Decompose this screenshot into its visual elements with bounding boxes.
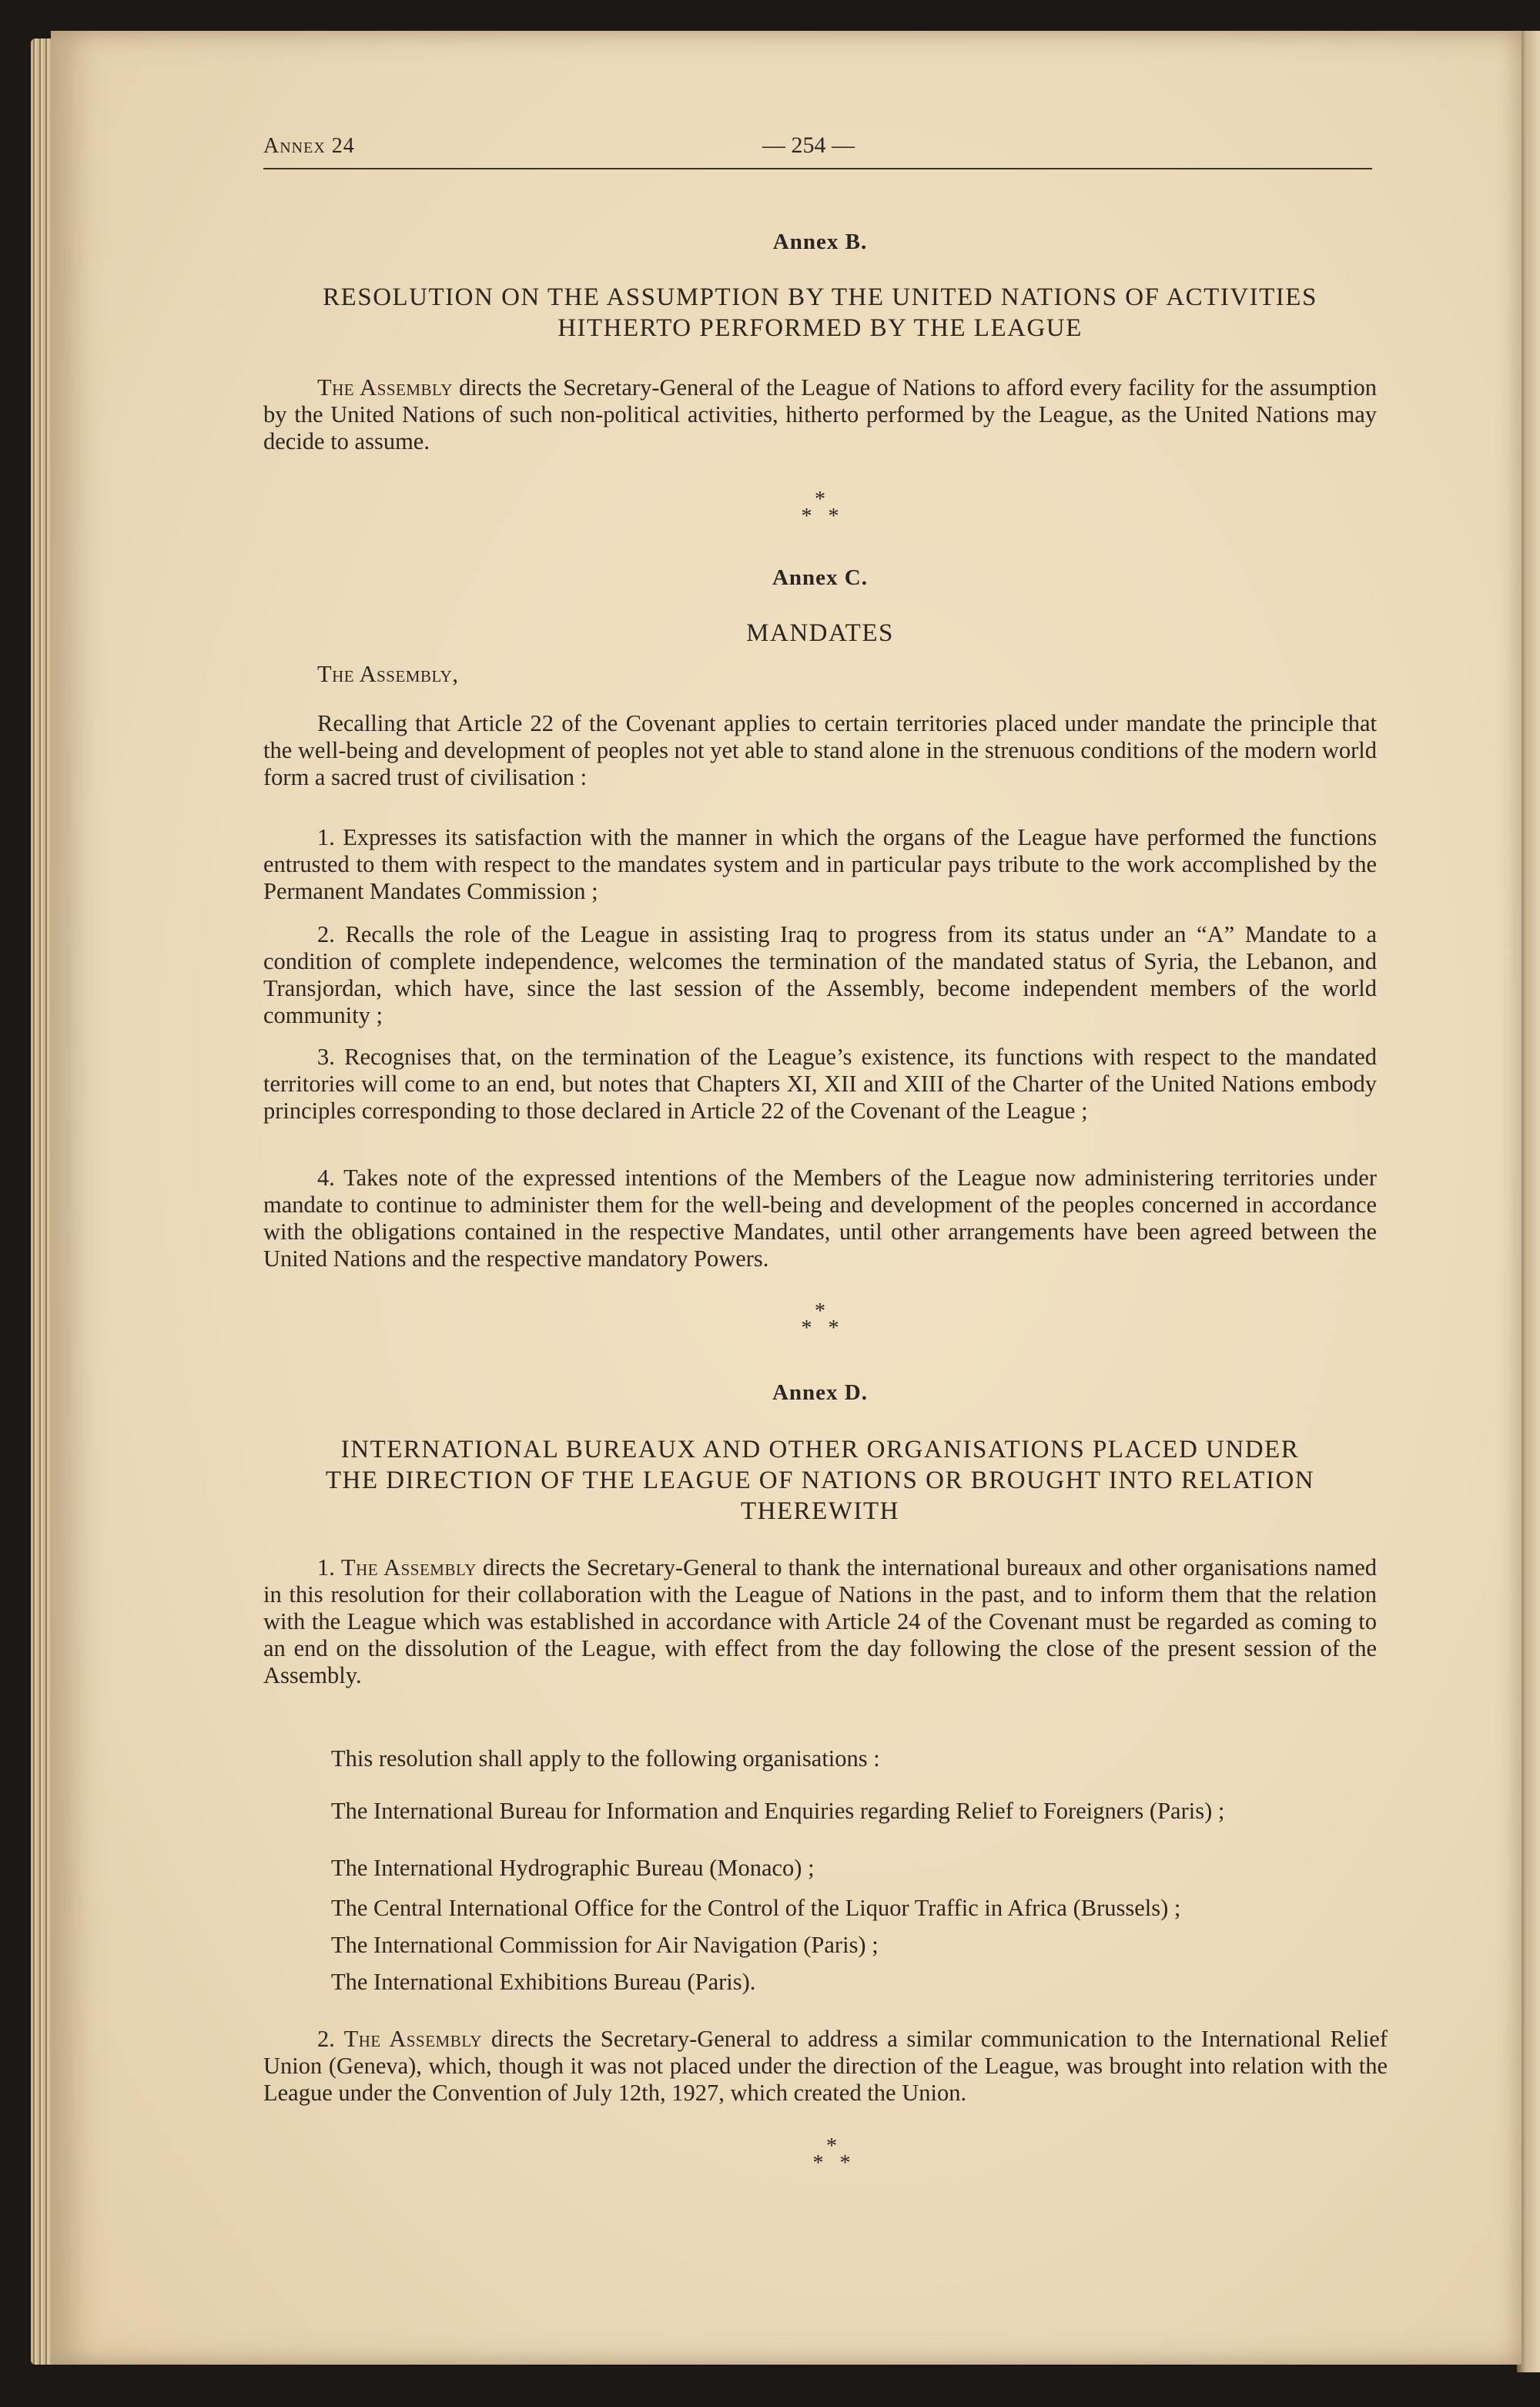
annex-d-paragraph-2 [263,2026,1388,2107]
annex-c-assembly [317,661,1318,688]
organisation-item: The International Exhibitions Bureau (Paris). [331,1969,756,1995]
annex-d-p1-body: directs the Secretary-General to thank the international bureaux and other organisations named in this resolution for their collaboration with the League of Nations in the past, and to inform them that the relation with the League which was established in accordance with Article 24 of the Covenant must be regarded as coming to an end on the dissolution of the League, with effect from the day following the close of the present session of the Assembly. [263,1554,1377,1688]
page-number: — 254 — [762,132,855,158]
annex-b-title-line-2: HITHERTO PERFORMED BY THE LEAGUE [557,314,1083,342]
asterism-1 [262,488,1378,528]
annex-b-title [262,282,1378,344]
annex-c-recalling: Recalling that Article 22 of the Covenant applies to certain territories placed under mandate the principle that the well-being and development of peoples not yet able to stand alone in the strenuous conditions of the modern world form a sacred trust of civilisation : [263,710,1377,790]
annex-c-item-1: 1. Expresses its satisfaction with the manner in which the organs of the League have performed the functions entrusted to them with respect to the mandates system and in particular pays tribute to the work accomplished by the Permanent Mandates Commission ; [263,824,1377,904]
annex-c-title: MANDATES [746,619,894,647]
annex-b-heading: Annex B. [772,230,868,254]
annex-d-p1-number: 1. [317,1554,342,1581]
annex-d-heading: Annex D. [772,1380,868,1405]
annex-d-p2-body: directs the Secretary-General to address a similar communication to the International Relief Union (Geneva), which, though it was not placed under the direction of the League, was brought into relation with the League under the Convention of July 12th, 1927, which created the Union. [263,2026,1388,2106]
annex-c-item-2: 2. Recalls the role of the League in assisting Iraq to progress from its status under an “A” Mandate to a condition of complete independence, welcomes the termination of the mandated status of Syria, the Lebanon, and Transjordan, which have, since the last session of the Assembly, become independent members of the world community ; [263,921,1377,1028]
annex-b-paragraph [263,374,1377,455]
annex-d-p2-lead: The Assembly [343,2026,483,2052]
asterism-2 [262,1299,1378,1340]
organisation-item: The Central International Office for the Control of the Liquor Traffic in Africa (Brussels) ; [331,1895,1181,1921]
annex-d-apply: This resolution shall apply to the following organisations : [331,1745,880,1772]
asterism-1-bottom: * * [801,505,839,528]
annex-c-item-3: 3. Recognises that, on the termination of the League’s existence, its functions with respect to the mandated territories will come to an end, but notes that Chapters XI, XII and XIII of the Charter of the United Nations embody principles corresponding to those declared in Article 22 of the Covenant of the League ; [263,1044,1377,1124]
annex-d-p1-lead: The Assembly [341,1554,477,1581]
annex-d-paragraph-1 [263,1554,1377,1689]
asterism-3 [273,2134,1390,2175]
page-header [263,131,1372,169]
organisation-item: The International Hydrographic Bureau (Monaco) ; [331,1855,815,1881]
annex-d-title-line-1: INTERNATIONAL BUREAUX AND OTHER ORGANISATIONS PLACED UNDER [340,1436,1300,1463]
annex-b-body: directs the Secretary-General of the League of Nations to afford every facility for the assumption by the United Nations of such non-political activities, hitherto performed by the League, as the United Nations may decide to assume. [263,374,1377,454]
annex-d-title-line-3: THEREWITH [741,1497,899,1525]
annex-c-item-4: 4. Takes note of the expressed intentions of the Members of the League now administering territories under mandate to continue to administer them for the well-being and development of the peoples concerned in accordance with the obligations contained in the respective Mandates, until other arrangements have been agreed between the United Nations and the respective mandatory Powers. [263,1165,1377,1272]
asterism-3-top: * [826,2134,837,2158]
annex-d-p2-number: 2. [317,2026,344,2052]
annex-b-title-line-1: RESOLUTION ON THE ASSUMPTION BY THE UNITED NATIONS OF ACTIVITIES [323,283,1317,311]
asterism-3-bottom: * * [812,2151,851,2175]
annex-c-assembly-label: The Assembly, [317,661,459,687]
annex-d-title [262,1434,1378,1527]
annex-d-title-line-2: THE DIRECTION OF THE LEAGUE OF NATIONS OR BROUGHT INTO RELATION [325,1467,1315,1494]
asterism-2-top: * [815,1299,825,1323]
organisation-item: The International Bureau for Information and Enquiries regarding Relief to Foreigners (Paris) ; [331,1798,1225,1824]
asterism-2-bottom: * * [801,1316,839,1340]
annex-c-heading: Annex C. [772,565,868,590]
asterism-1-top: * [815,488,825,511]
organisation-item: The International Commission for Air Navigation (Paris) ; [331,1932,879,1958]
annex-b-lead: The Assembly [317,374,453,401]
annex-label: Annex 24 [263,134,355,158]
